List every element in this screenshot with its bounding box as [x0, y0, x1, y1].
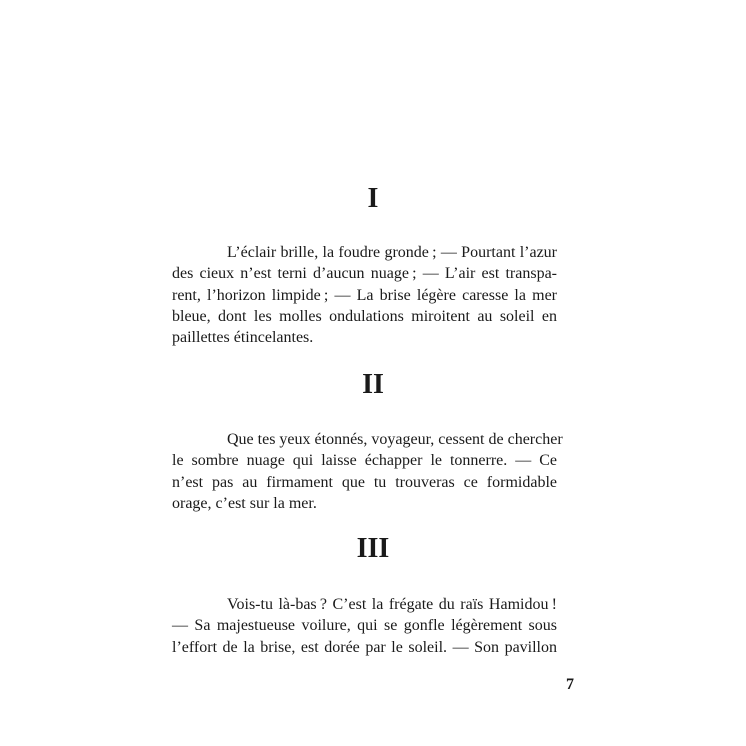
text-line: Que tes yeux étonnés, voyageur, cessent de chercher [227, 431, 563, 448]
text-line: — Sa majestueuse voilure, qui se gonfle légèrement sous [172, 617, 557, 635]
section-heading-3: III [356, 533, 390, 564]
text-line: L’éclair brille, la foudre gronde ; — Pourtant l’azur [227, 244, 557, 261]
section-heading-1: I [367, 183, 379, 214]
text-line: paillettes étincelantes. [172, 329, 314, 347]
section-1-paragraph [172, 242, 557, 348]
text-line: bleue, dont les molles ondulations miroitent au soleil en [172, 307, 557, 325]
text-line: le sombre nuage qui laisse échapper le tonnerre. — Ce [172, 452, 557, 470]
text-line: l’effort de la brise, est dorée par le soleil. — Son pavillon [172, 638, 557, 656]
section-2-paragraph [172, 429, 563, 514]
text-line: n’est pas au firmament que tu trouveras ce formidable [172, 473, 557, 491]
section-heading-2: II [362, 369, 384, 400]
text-line: orage, c’est sur la mer. [172, 494, 317, 512]
page-number: 7 [566, 676, 574, 693]
section-3-paragraph [172, 594, 557, 658]
text-line: des cieux n’est terni d’aucun nuage ; — L’air est transpa- [172, 265, 557, 283]
text-line: Vois-tu là-bas ? C’est la frégate du raïs Hamidou ! [227, 596, 557, 613]
text-line: rent, l’horizon limpide ; — La brise légère caresse la mer [172, 286, 557, 304]
